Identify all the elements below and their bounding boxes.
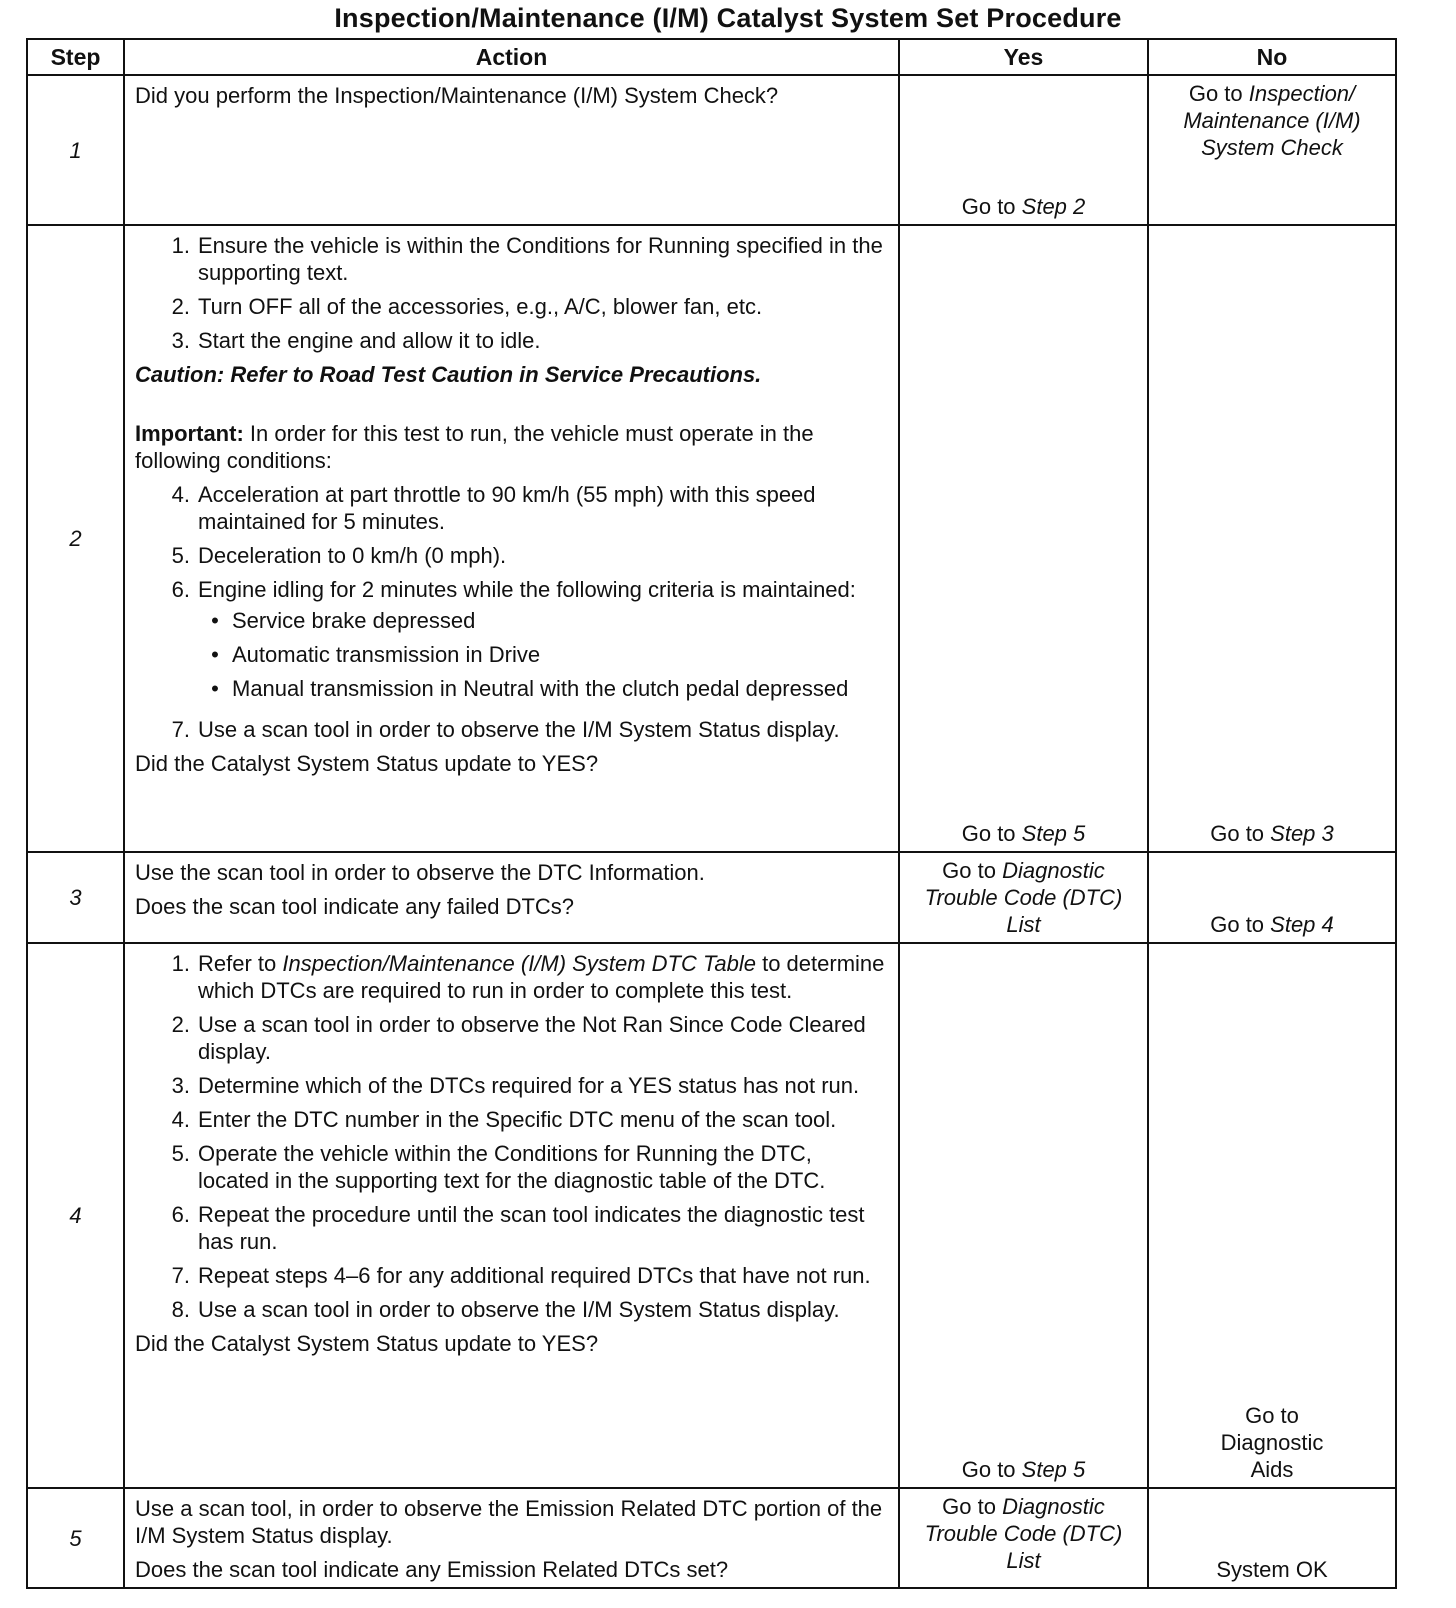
no-prefix: Go to <box>1210 912 1271 937</box>
list-item <box>135 1011 888 1065</box>
list-item <box>135 1201 888 1255</box>
header-no: No <box>1148 39 1396 75</box>
item-text: Refer to <box>198 951 283 976</box>
item-number: 8. <box>171 1297 190 1322</box>
item-text: Use a scan tool in order to observe the Not Ran Since Code Cleared display. <box>198 1012 866 1064</box>
important-label: Important: <box>135 421 244 446</box>
list-item <box>135 1072 888 1099</box>
list-item <box>135 1296 888 1323</box>
action-list <box>135 950 888 1323</box>
step-number: 4 <box>27 943 124 1488</box>
action-cell <box>124 1488 899 1588</box>
no-cell <box>1148 943 1396 1488</box>
caution-note: Caution: Refer to Road Test Caution in Service Precautions. <box>135 362 762 387</box>
no-text: System OK <box>1216 1557 1328 1582</box>
bullet-text: Automatic transmission in Drive <box>232 642 541 667</box>
yes-link[interactable]: Diagnostic Trouble Code (DTC) List <box>924 858 1123 937</box>
bullet-dot: • <box>211 676 219 701</box>
item-number: 3. <box>171 1073 190 1098</box>
yes-link[interactable]: Step 5 <box>1021 821 1086 846</box>
item-text: Acceleration at part throttle to 90 km/h (55 mph) with this speed maintained for 5 minutes. <box>198 482 816 534</box>
no-prefix: Go to <box>1188 81 1249 106</box>
list-item <box>135 1262 888 1289</box>
item-number: 6. <box>171 577 190 602</box>
criteria-list <box>198 607 888 702</box>
item-text: Engine idling for 2 minutes while the following criteria is maintained: <box>198 577 856 602</box>
list-item <box>135 481 888 535</box>
no-link[interactable]: Inspection/ Maintenance (I/M) System Check <box>1183 81 1361 160</box>
item-number: 6. <box>171 1202 190 1227</box>
header-yes: Yes <box>899 39 1148 75</box>
yes-cell <box>899 1488 1148 1588</box>
question-text: Did you perform the Inspection/Maintenance (I/M) System Check? <box>135 83 779 108</box>
item-text: Enter the DTC number in the Specific DTC menu of the scan tool. <box>198 1107 837 1132</box>
list-item <box>135 293 888 320</box>
item-number: 7. <box>171 717 190 742</box>
action-list <box>135 481 888 743</box>
item-text: Use a scan tool in order to observe the I/M System Status display. <box>198 717 840 742</box>
table-row <box>27 1488 1396 1588</box>
question-text: Does the scan tool indicate any Emission Related DTCs set? <box>135 1557 729 1582</box>
list-item <box>135 576 888 709</box>
item-number: 3. <box>171 328 190 353</box>
no-cell <box>1148 225 1396 852</box>
table-row <box>27 943 1396 1488</box>
action-cell <box>124 225 899 852</box>
list-item <box>135 327 888 354</box>
document-title: Inspection/Maintenance (I/M) Catalyst System Set Procedure <box>334 3 1122 33</box>
action-cell <box>124 75 899 225</box>
bullet-item <box>198 607 888 634</box>
item-text: to determine which DTCs are required to run in order to complete this test. <box>198 951 885 1003</box>
no-text[interactable]: Go to Diagnostic Aids <box>1220 1403 1324 1482</box>
item-number: 1. <box>171 951 190 976</box>
item-number: 5. <box>171 543 190 568</box>
yes-cell <box>899 225 1148 852</box>
table-row <box>27 852 1396 943</box>
list-item <box>135 1140 888 1194</box>
bullet-item <box>198 641 888 668</box>
no-cell <box>1148 852 1396 943</box>
action-text: Use a scan tool, in order to observe the Emission Related DTC portion of the I/M System Status display. <box>135 1496 883 1548</box>
item-number: 7. <box>171 1263 190 1288</box>
no-cell <box>1148 75 1396 225</box>
item-text: Use a scan tool in order to observe the I/M System Status display. <box>198 1297 840 1322</box>
step-number: 2 <box>27 225 124 852</box>
item-text: Operate the vehicle within the Conditions for Running the DTC, located in the supporting text for the diagnostic table of the DTC. <box>198 1141 826 1193</box>
table-row <box>27 225 1396 852</box>
list-item <box>135 716 888 743</box>
yes-prefix: Go to <box>942 858 1003 883</box>
yes-link[interactable]: Step 2 <box>1021 194 1086 219</box>
item-text: Repeat steps 4–6 for any additional required DTCs that have not run. <box>198 1263 871 1288</box>
no-link[interactable]: Step 4 <box>1270 912 1334 937</box>
action-cell <box>124 943 899 1488</box>
item-text: Ensure the vehicle is within the Conditions for Running specified in the supporting text. <box>198 233 883 285</box>
bullet-dot: • <box>211 608 219 633</box>
item-number: 4. <box>171 482 190 507</box>
no-link[interactable]: Step 3 <box>1270 821 1334 846</box>
item-text: Determine which of the DTCs required for a YES status has not run. <box>198 1073 860 1098</box>
list-item <box>135 542 888 569</box>
step-number: 3 <box>27 852 124 943</box>
bullet-text: Manual transmission in Neutral with the clutch pedal depressed <box>232 676 849 701</box>
list-item <box>135 1106 888 1133</box>
list-item <box>135 232 888 286</box>
header-action: Action <box>124 39 899 75</box>
yes-link[interactable]: Step 5 <box>1021 1457 1086 1482</box>
item-number: 1. <box>171 233 190 258</box>
question-text: Did the Catalyst System Status update to YES? <box>135 751 599 776</box>
header-step: Step <box>27 39 124 75</box>
question-text: Did the Catalyst System Status update to YES? <box>135 1331 599 1356</box>
step-number: 1 <box>27 75 124 225</box>
item-number: 5. <box>171 1141 190 1166</box>
list-item <box>135 950 888 1004</box>
yes-prefix: Go to <box>961 194 1022 219</box>
important-note <box>135 420 888 474</box>
action-text: Use the scan tool in order to observe the DTC Information. <box>135 860 705 885</box>
action-cell <box>124 852 899 943</box>
yes-cell <box>899 75 1148 225</box>
bullet-text: Service brake depressed <box>232 608 476 633</box>
item-number: 4. <box>171 1107 190 1132</box>
procedure-table <box>26 38 1397 1589</box>
no-prefix: Go to <box>1210 821 1271 846</box>
item-number: 2. <box>171 1012 190 1037</box>
yes-prefix: Go to <box>961 821 1022 846</box>
yes-prefix: Go to <box>942 1494 1003 1519</box>
yes-link[interactable]: Diagnostic Trouble Code (DTC) List <box>924 1494 1123 1573</box>
no-cell <box>1148 1488 1396 1588</box>
item-number: 2. <box>171 294 190 319</box>
question-text: Does the scan tool indicate any failed DTCs? <box>135 894 575 919</box>
action-list <box>135 232 888 354</box>
item-text: Turn OFF all of the accessories, e.g., A/C, blower fan, etc. <box>198 294 763 319</box>
table-row <box>27 75 1396 225</box>
bullet-dot: • <box>211 642 219 667</box>
important-text: In order for this test to run, the vehicle must operate in the following conditions: <box>135 421 814 473</box>
item-text: Repeat the procedure until the scan tool indicates the diagnostic test has run. <box>198 1202 865 1254</box>
yes-cell <box>899 943 1148 1488</box>
item-text: Deceleration to 0 km/h (0 mph). <box>198 543 507 568</box>
yes-prefix: Go to <box>961 1457 1022 1482</box>
bullet-item <box>198 675 888 702</box>
table-header-row <box>27 39 1396 75</box>
step-number: 5 <box>27 1488 124 1588</box>
item-text: Start the engine and allow it to idle. <box>198 328 541 353</box>
yes-cell <box>899 852 1148 943</box>
dtc-table-link[interactable]: Inspection/Maintenance (I/M) System DTC Table <box>282 951 756 976</box>
